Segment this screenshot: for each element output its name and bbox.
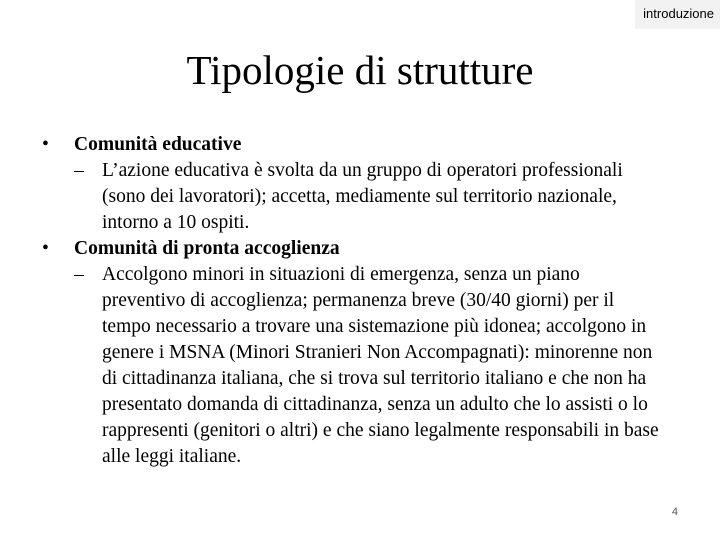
dash-icon: – xyxy=(74,160,84,181)
sub-item xyxy=(0,262,662,470)
item-heading: Comunità educative xyxy=(74,134,242,155)
section-tag: introduzione xyxy=(635,0,720,29)
list-item xyxy=(0,236,720,262)
list-item xyxy=(0,132,720,158)
bullet-list xyxy=(0,132,720,470)
slide-title: Tipologie di strutture xyxy=(186,47,534,93)
sub-item xyxy=(0,158,662,236)
sub-item-text: L’azione educativa è svolta da un gruppo di operatori professionali (sono dei lavoratori); accetta, mediamente sul territorio nazionale, intorno a 10 ospiti. xyxy=(102,160,623,233)
item-heading: Comunità di pronta accoglienza xyxy=(74,238,340,259)
bullet-icon: • xyxy=(42,238,49,259)
sub-item-text: Accolgono minori in situazioni di emergenza, senza un piano preventivo di accoglienza; permanenza breve (30/40 giorni) per il tempo necessario a trovare una sistemazione più idonea; accolgono in genere i MSNA (Minori Stranieri Non Accompagnati): minorenne non di cittadinanza italiana, che si trova sul territorio italiano e che non ha presentato domanda di cittadinanza, senza un adulto che lo assisti o lo rappresenti (genitori o altri) e che siano legalmente responsabili in base alle leggi italiane. xyxy=(102,264,659,467)
page-number: 4 xyxy=(671,506,678,518)
bullet-icon: • xyxy=(42,134,49,155)
dash-icon: – xyxy=(74,264,84,285)
